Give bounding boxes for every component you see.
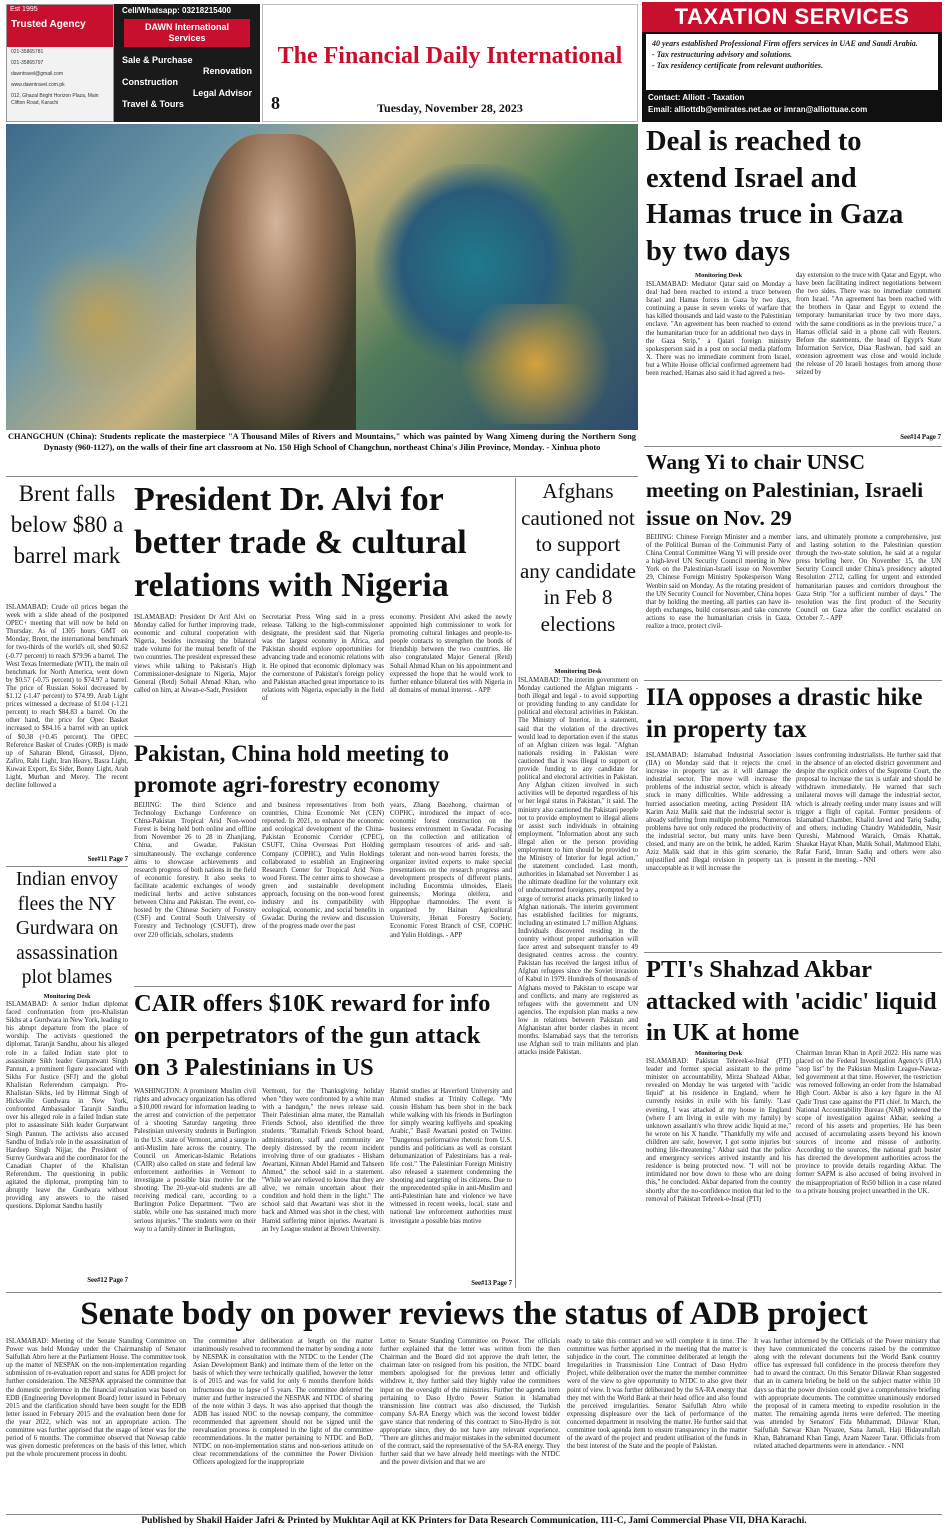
main-photo: [6, 124, 638, 430]
headline-sikh: Indian envoy flees the NY Gurdwara on assassination plot blames: [15, 869, 119, 988]
tax-line: - Tax restructuring advisory and solutions.: [652, 50, 793, 59]
headline-senate: Senate body on power reviews the status of ADB project: [80, 1296, 868, 1332]
continuation-gaza: See#14 Page 7: [900, 434, 941, 441]
byline: Monitoring Desk: [43, 993, 91, 1000]
ad-taxation-services: [642, 2, 942, 122]
article-text: Hamid studies at Haverford University and Ahmed studies at Trinity College. "My cousin Hisham has been shot in the back while walking with his friends in Burlington for simply wearing kuffiyehs and speaking Arabic," Basil Awartani posted on Twitter. "Dangerous performative rhetoric from U.S. pundits and politicians as well as constant dehumanization of Palestinians has a real-life cost." The Palestinian Foreign Ministry also released a statement condemning the shooting and targeting of its citizens. Due to the unprecedented spike in anti-Muslim and anti-Palestinian hate and violence we have witnessed in recent weeks, local, state and national law enforcement authorities must investigate a possible bias motive: [390, 1088, 512, 1225]
article-alvi-col2: [262, 614, 384, 732]
headline-afghans: Afghans cautioned not to support any candidate in Feb 8 elections: [519, 479, 637, 636]
article-sikh: [6, 1001, 128, 1276]
article-text: Vermont, for the Thanksgiving holiday when "they were confronted by a white man with a handgun," the news release said. Their Palestinian alma mater, the Ramallah Friends School, also identified the three students. "Ramallah Friends School board, administration, staff and community are deeply distressed by the recent incident involving three of our graduates - Hisham Awartani, Kinnan Abdel Hamid and Tahseen Ahmed," the school said in a statement. "While we are relieved to know that they are alive, we remain uncertain about their condition and hold them in the light." The school said that Awartani was shot in the back and Ahmed was shot in the chest, with Hamid suffering minor injuries. Awartani is an Ivy League student at Brown University.: [262, 1088, 384, 1233]
headline-iia: IIA opposes a drastic hike in property tax: [646, 684, 923, 743]
agency-line: 021-35865781: [11, 49, 44, 55]
dawn-service: Travel & Tours: [122, 99, 184, 109]
article-senate-col3: [380, 1338, 560, 1512]
article-text: Chairman Imran Khan in April 2022. His name was placed on the Federal Investigation Agency's (FIA) "stop list" by the Pakistan Muslim League-Nawaz-led government at that time. However, the restriction was removed following an order from the Islamabad High Court. Akbar is also a key figure in the Al Qadir Trust case against the PTI chief. In March, the National Accountability Bureau (NAB) widened the scope of investigation against Akbar, seeking a record of his assets and properties. He has been accused of accumulating assets beyond his known sources of income and misuse of authority. According to the sources, the national graft buster has directed the development authorities across the province to provide details regarding Akbar. The former SAPM is also accused of being involved in the misappropriation of Rs50 billion in a case related to a private housing project unearthed in the UK.: [796, 1050, 941, 1195]
article-text: WASHINGTON: A prominent Muslim civil rights and advocacy organization has offered a $10,000 reward for information leading to the arrest and conviction of the perpetrator of a shooting Saturday targeting three Palestinian university students in Burlington in the U.S. state of Vermont, amid a surge in anti-Muslim hate across the country. The Council on American-Islamic Relations (CAIR) also called on state and federal law enforcement authorities in Vermont to investigate a possible bias motive for the shooting. The 20-year-old students are all receiving medical care, according to a Burlington Police Department. "Two are stable, while one has sustained much more serious injuries." The students were on their way to a family dinner in Burlington,: [134, 1088, 256, 1233]
photo-caption: CHANGCHUN (China): Students replicate the masterpiece "A Thousand Miles of Rivers and Mountains," which was painted by Wang Ximeng during the Northern Song Dynasty (960-1127), on the walls of their fine art classroom at No. 150 High School of Changchun, northeast China's Jilin Province, Monday. - Xinhua photo: [8, 432, 636, 452]
article-iia-col1: [646, 752, 791, 948]
article-iia-col2: [796, 752, 941, 948]
headline-alvi: President Dr. Alvi for better trade & cultural relations with Nigeria: [134, 481, 467, 604]
masthead: [262, 4, 638, 122]
article-text: issues confronting industrialists. He further said that in the absence of an elected district government and despite the explicit orders of the Supreme Court, the proposal to increase the tax is unfair and should be withdrawn immediately. He warned that such unilateral moves will damage the industrial sector, which is already reeling under many issues and will trigger a flight of capital. Former presidents of Islamabad Chamber, Khalid Javed and Tariq Sadiq, and others, including Chaudry Wahiduddin, Nasir Qureshi, Mahmood Waraich, Omais Khattak, Shaukat Hayat Khan, Malik Sohail, Mahmood Elahi, Rafat Farid, Imran Sadiq and others were also present in the meeting. - NNI: [796, 752, 941, 865]
article-pti-col1: [646, 1058, 791, 1290]
article-text: ISLAMABAD: Crude oil prices began the week with a slide ahead of the postponed OPEC+ meeting that will now be held on Thursday. As of 1305 hours GMT on Monday, Brent, the international benchmark for two-thirds of the world's oil, shed $0.62 (-0.77 percent) to reach $79.96 a barrel. The West Texas Intermediate (WTI), the main oil benchmark for North America, went down by $0.57 (-0.75 percent) to $74.97 a barrel. The price of Russian Sokol decreased by $1.12 (-1.47 percent) to $74.99. Arab Light prices witnessed a decrease of $1.04 (-1.21 percent) to reach $84.83 a barrel. On the other hand, the price for Opec Basket increased to $84.16 a barrel with an uptick of $0.38 (+0.45 percent). The OPEC Reference Basket of Crudes (ORB) is made up of Saharan Blend, Girassol, Djeno, Zafiro, Rabi Light, Iran Heavy, Basra Light, Kuwait Export, Es Sider, Bonny Light, Arab Light, Murban and Merey. The recent decline followed a: [6, 604, 128, 790]
article-cair-col3: [390, 1088, 512, 1280]
dawn-service: Renovation: [202, 66, 252, 76]
tax-contact: Contact: Alliott - Taxation: [648, 93, 745, 102]
article-senate-col1: [6, 1338, 186, 1512]
headline-gaza: Deal is reached to extend Israel and Hamas truce in Gaza by two days: [646, 126, 904, 267]
agency-line: www.dawntravel.com.pk: [11, 82, 65, 88]
article-text: economy. President Alvi asked the newly appointed high commissioner to work for promoting cultural linkages and people-to-people contacts to strengthen the bonds of friendship between the two countries. He also congratulated Major General (Retd) Sohail Ahmad Khan on his appointment and expressed the hope that he would work to further enhance bilateral ties with Nigeria in all domains of mutual interest. - APP: [390, 614, 512, 694]
article-text: BEIJING: Chinese Foreign Minister and a member of the Political Bureau of the Communist Party of China Central Committee Wang Yi will preside over a high-level UN Security Council meeting in New York on the Palestinian-Israeli issue on November 29, Chinese Foreign Ministry Spokesperson Wang Wenbin said on Monday. As the rotating president of the UN Security Council for November, China hopes that by holding the meeting, all parties can have in-depth exchanges, build consensus and take concrete actions to ease the humanitarian crisis in Gaza, realize a truce, protect civil-: [646, 534, 791, 631]
dawn-service: Sale & Purchase: [122, 55, 193, 65]
agency-line: 012, Ghazal Bright Horizon Plaza, Main Clifton Road, Karachi: [11, 93, 99, 106]
headline-pti: PTI's Shahzad Akbar attacked with 'acidic' liquid in UK at home: [646, 956, 937, 1046]
article-text: Letter to Senate Standing Committee on Power. The officials further explained that the letter was written from the then Chairman and the Board did not approve the draft letter, the chairman later on resigned from his position, the NTDC board members apologised for the previous letter and officially withdrew it, they further said they highly value the committees input on the oversight of the ministries. Further the agenda item pertaining to Daso Hydro Power Station in Islamabad transmission line contract was also discussed, the Turkish company SA-RA Energy which was the second lowest bidder gave stance that rendering of this contract to Sino-Hydro is not appropriate since, they do not have any relevant experience. "There are glitches and major mistakes in the submitted document of the contract, said the representative of the SA-RA energy. They further said that we have already held meetings with the NTDC and the power division and that we are: [380, 1338, 560, 1467]
dawn-service: Legal Advisor: [192, 88, 252, 98]
byline: Monitoring Desk: [554, 668, 602, 675]
article-text: ISLAMABAD: The interim government on Monday cautioned the Afghan migrants - both illegal and legal - to avoid supporting or providing funding to any candidate for political and electoral activities in Pakistan. The Ministry of Interior, in a statement, said that the violation of the directives would lead to deportation even if the status of an Afghan citizen was legal. "Afghan nationals residing in Pakistan were cautioned that it was illegal to support or provide funding to any candidate for political and electoral activities in Pakistan. Any Afghan citizen involved in such activities will be deported regardless of his or her legal status in Pakistan," it said. The ministry also cautioned the Pakistani people not to provide employment to illegal aliens or assist such individuals in obtaining employment. "Information about any such illegal alien or the person providing employment to him should be provided to the Ministry of Interior for legal action," the statement concluded. Last month, authorities in Islamabad set November 1 as the ultimate deadline for the voluntary exit of undocumented foreigners, prompted by a surge of terrorist attacks primarily linked to Afghan nationals. The interim government has established facilities for migrants, including an estimated 1.7 million Afghans. Individuals discovered residing in the country without proper authorisation will face arrest and subsequent transfer to 49 designated centres across the country. Pakistan has received the largest influx of Afghan refugees since the Soviet invasion of Kabul in 1979. Hundreds of thousands of Afghans moved to Pakistan to escape war and conflicts, and many are registered as refugees with the government and UN agencies. The expulsion plan marks a new low in relations between Pakistan and Afghanistan after border clashes in recent months. Islamabad says that the terrorists use Afghan soil to train militants and plan attacks inside Pakistan.: [518, 677, 638, 1057]
article-text: It was further informed by the Officials of the Power ministry that they have communicated the concerns raised by the committee along with the relevant documents but the World Bank country office has expressed full confidence in the process therefore they had to award the contract. On this Senator Dilawar Khan suggested that an in camera briefing be held on the subject matter within 10 days so that the power division could give a comprehensive briefing with appropriate documents. The committee unanimously endorsed the proposal of in camera meeting to expedite resolution in the matter. The remaining agenda items were deferred. The meeting was attended by Senators' Fida Muhammad, Dilawar Khan, Saifullah Sarwar Khan Nyazee, Sana Jamali, Haji Hidayatullah Khan, Bahramand Khan Tangi, Azam Nazeer Tarar. Officials from related attached departments were in attendance. - NNI: [754, 1338, 940, 1451]
article-text: BEIJING: The third Science and Technology Exchange Conference on China-Pakistan Tropical Arid Non-wood Forest is being held both online and offline from November 26 to 28 in Zhanjiang, China, and Gwadar, Pakistan simultaneously. The exchange conference aims to showcase achievements and research progress of both nations in the field of economic forestry. It also seeks to facilitate academic exchanges of woody medicinal herbs and active substances between China and Pakistan. The event, co-hosted by the Chinese Society of Forestry (CSF) and Central South University of Forestry and Technology (CSUFT), drew over 220 officials, scholars, students: [134, 802, 256, 939]
tax-title: TAXATION SERVICES: [642, 2, 942, 32]
article-text: ISLAMABAD: A senior Indian diplomat faced confrontation from pro-Khalistan Sikhs at a Gurdwara in New York, leading to his abrupt departure from the place of worship. The activists questioned the diplomat, Taranjit Sandhu, about his alleged role in a failed Indian state plot to assassinate Sikh leader Gurpatwant Singh Pannun, a prominent figure associated with Sikhs For Justice (SFJ) and the global Khalistan Referendum campaign. Pro-Khalistan Sikhs, led by Himmat Singh of Hicksville Gurdwara in New York, confronted Ambassador Taranjit Sandhu over his alleged role in a failed Indian state plot to assassinate Sikh leader Gurpatwant Singh Pannun. The activists also accused Sandhu of India's role in the assassination of Hardeep Singh Nijjar, the President of Surrey Gurdwara and the coordinator for the Canadian Chapter of the Khalistan Referendum. The questioning in public agitated the diplomat, prompting him to abruptly leave the Gurdwara without providing any answers to the raised questions. Diplomat Sandhu hastily: [6, 1001, 128, 1211]
article-text: The committee after deliberation at length on the matter unanimously resolved to recommend the matter by sending a note by NESPAK in consultation with the NTDC to the Lender (The Asian Development Bank) and intimate them of the letter on the basis of which they were technically qualified, however the letter is of 2015 and was for valid for only 6 months therefore holds infructuous due to lapse of 5 years. The committee deferred the matter and further instructed the NESPAK and NTDC of sharing of the note within 3 days. It was also apprised that though the ADB has issued NOC to the nowsap company, the committee recommended that agreement should not be signed until the reevaluation process is completed in the light of the committee recommendations. In the matter pertaining to NTDC and BoD, NTDC on non-implementation status and non-serious attitude on clear recommendations of the committee the Power Division Officers apologized for the inappropriate: [193, 1338, 373, 1467]
article-agri-col2: [262, 802, 384, 982]
headline-brent: Brent falls below $80 a barrel mark: [10, 481, 124, 568]
tax-email: Email: alliottdb@emirates.net.ae or imran@alliottuae.com: [648, 105, 868, 114]
article-text: ISLAMABAD: Meeting of the Senate Standing Committee on Power was held Monday under the Chairmanship of Senator Saifullah Abro here at the Parliament House. The committee took up the matter of NESPAK on the non-implementation regarding submission of re-evaluation report and status for ADB project for further consideration. The NESPAK appraised the committee that the domestic preference in the financial evaluation was based on EDB (Engineering Development Board) letter issued in February 2015 and the clarification should have been sought for the EDB letter issued in February 2015 and the evaluation been done for the year 2022, which was not an appropriate action. The committee was further apprised that the usage of letter was for the period of 6 months. The committee observed that Nowsap cable was given domestic preferences on the basis of this letter, which put the whole procurement process in doubt.: [6, 1338, 186, 1459]
continuation-sikh: See#12 Page 7: [87, 1277, 128, 1284]
issue-date: Tuesday, November 28, 2023: [377, 101, 523, 115]
tax-line: 40 years established Professional Firm offers services in UAE and Saudi Arabia.: [652, 39, 918, 48]
dawn-box: DAWN International Services: [124, 19, 250, 47]
article-wangyi-col1: [646, 534, 791, 676]
photo-student: [196, 134, 356, 430]
article-agri-col1: [134, 802, 256, 982]
dawn-phone: Cell/Whatsapp: 03218215400: [122, 6, 231, 15]
article-text: day extension to the truce with Qatar and Egypt, who have been facilitating indirect negotiations between the two sides. There was no immediate comment from Israel. "An agreement has been reached with the brothers in Qatar and Egypt to extend the temporary humanitarian truce by two more days, with the same conditions as in the previous truce," a Hamas official said in a phone call with Reuters. Before the statements, the head of Egypt's State Information Service, Diaa Rashwan, had said an extension agreement was close and would include the release of 20 Israeli hostages from among those seized by: [796, 272, 941, 377]
article-text: ISLAMABAD: President Dr Arif Alvi on Monday called for further improving trade, economic and cultural cooperation with Nigeria, besides increasing the bilateral trade volume for the mutual benefit of the two countries. The president expressed these views while talking to Pakistan's High Commissioner-designate to Nigeria, Major General (Retd) Sohail Ahmad Khan, who called on him, at Aiwan-e-Sadr, President: [134, 614, 256, 694]
byline: Monitoring Desk: [694, 1050, 743, 1057]
byline: Monitoring Desk: [694, 272, 743, 279]
tax-line: - Tax residency certificate from relevant authorities.: [652, 61, 824, 70]
page-number: 8: [271, 93, 280, 113]
article-pti-col2: [796, 1050, 941, 1290]
article-senate-col4: [567, 1338, 747, 1512]
agency-line: dawntravel@gmail.com: [11, 71, 64, 77]
article-gaza-col1: [646, 281, 791, 433]
article-cair-col2: [262, 1088, 384, 1288]
article-text: years, Zhang Baozhong, chairman of COPHC, introduced the impact of eco-economic forest construction on the business environment in Gwadar. Focusing on the collection and utilization of germplasm resources of arid- and salt-tolerant and non-wood barren forests, the organizer invited experts to make special presentations on the research progress and development prospects of different plants, including Eucommia ulmoides, Elaeis guineensis, Moringa oleifera, and Hippophae rhamnoides. The event is organized by Hainan Agricultural University, Henan Forestry Society, Economic Forest Branch of CSF, COPHC and Yulin Holdings. - APP: [390, 802, 512, 939]
article-alvi-col3: [390, 614, 512, 732]
article-gaza-col2: [796, 272, 941, 433]
dawn-service: Construction: [122, 77, 178, 87]
tax-body: [646, 34, 938, 90]
article-senate-col5: [754, 1338, 940, 1512]
article-senate-col2: [193, 1338, 373, 1512]
article-wangyi-col2: [796, 534, 941, 676]
article-text: ians, and ultimately promote a comprehensive, just and lasting solution to the Palestinian question through the two-state solution, he said at a regular press briefing here. On November 15, the UN Security Council under China's presidency adopted Resolution 2712, calling for urgent and extended humanitarian pauses and corridors throughout the Gaza Strip "for a sufficient number of days." The resolution was the first product of the Security Council on Gaza after the conflict escalated on October 7. - APP: [796, 534, 941, 622]
headline-agri: Pakistan, China hold meeting to promote agri-forestry economy: [134, 741, 450, 797]
continuation-cair: See#13 Page 7: [471, 1280, 512, 1287]
newspaper-title: The Financial Daily International: [277, 43, 623, 69]
article-cair-col1: [134, 1088, 256, 1288]
photo-painting: [446, 304, 626, 424]
article-alvi-col1: [134, 614, 256, 732]
article-afghans: [518, 677, 638, 1287]
ad-trusted-agency: [6, 4, 114, 122]
headline-wangyi: Wang Yi to chair UNSC meeting on Palestinian, Israeli issue on Nov. 29: [646, 450, 924, 530]
article-text: Secretariat Press Wing said in a press release. Talking to the high-commissioner designate, the president said that Nigeria was the largest economy in Africa, and Pakistan should explore opportunities for advancing trade and economic relations with it. He opined that economic diplomacy was the cornerstone of Pakistan's foreign policy and Pakistan attached great importance to its relations with Nigeria, especially in the field of: [262, 614, 384, 702]
article-text: ready to take this contract and we will complete it in time. The committee was further apprised in the meeting that the matter is subjudice in the court. The committee deliberated at length the Irregularities in Transmission Line Contract of Daso Hydro Project, while deliberation over the matter the member committee were of the view to give opportunity to NTDC to also give their point of view. It was further deliberated by the SA-RA energy that they met with the World Bank at their head office and also found the perceived irregularities. Senator Saifullah Abro while expressing displeasure over the lack of performance of the concerned department in resolving the matter. He further said that committee took agenda item to ensure transparency in the matter of the award of the project and prudent utilisation of the funds in the best interest of the State and the people of Pakistan.: [567, 1338, 747, 1451]
article-text: ISLAMABAD: Pakistan Tehreek-e-Insaf (PTI) leader and former special assistant to the prime minister on accountability, Mirza Shahzad Akbar, revealed on Monday he was targeted with "acidic liquid" at his residence in England, where he currently resides in exile with his family. "Last evening, I was attacked at my house in England (where I am living in exile with my family) by unknown assailant/s who threw acidic liquid at me," he wrote on his X handle. "Thankfully my wife and children are safe, however, I got some injuries but nothing life-threatening." Akbar said that the police and emergency services arrived instantly and his residence is being protected now. "I will not be intimidated nor bow down to those who are doing this," he concluded. Akbar departed from the country shortly after the no-confidence motion that led to the removal of Pakistan Tehreek-e-Insaf (PTI): [646, 1058, 791, 1203]
article-agri-col3: [390, 802, 512, 982]
article-text: and business representatives from both countries, China Economic Net (CEN) reported. In 2021, to enhance the economic and ecological development of the China-Pakistan Economic Corridor (CPEC), CSUFT, China Overseas Port Holding Company (COPHC), and Yulin Holdings collaborated to establish an Engineering Research Center for Tropical Arid Non-wood Forest. The center aims to showcase a green and sustainable development approach, focusing on the non-wood forest industry and its compatibility with ecological, economic, and social benefits in Gwadar. During the review and discussion of the progress made over the past: [262, 802, 384, 931]
agency-line: 021-35865797: [11, 60, 44, 66]
agency-tag: Est 1995: [10, 6, 38, 13]
article-text: ISLAMABAD: Islamabad Industrial Association (IIA) on Monday said that it rejects the cruel increase in property tax as it will damage the industrial sector. The move will increase the problems of the industrial sector, which is already stuck in many difficulties. While addressing a hurried association meeting, acting President IIA Karim Aziz Malik said that the industrial sector is already suffering from multiple problems. Numerous problems have not only reduced the productivity of the industrial sector, but many units have been closed, and many are on the brink, he added. Karim Aziz Malik said that in this grim scenario, the unjustified and illegal revision in property tax is unacceptable as it will increase the: [646, 752, 791, 873]
photo-painting: [26, 244, 176, 394]
agency-logo: [7, 5, 113, 47]
imprint-line: Published by Shakil Haider Jafri & Printed by Mukhtar Aqil at KK Printers for Data Research Communication, 111-C, Jami Commercial Phase VII, DHA Karachi.: [141, 1516, 807, 1526]
agency-name: Trusted Agency: [11, 19, 86, 30]
article-brent: [6, 604, 128, 856]
headline-cair: CAIR offers $10K reward for info on perpetrators of the gun attack on 3 Palestinians in US: [134, 990, 491, 1081]
ad-dawn-international: [114, 4, 260, 122]
article-text: ISLAMABAD: Mediator Qatar said on Monday a deal had been reached to extend a truce between Israel and Hamas forces in Gaza by two days, continuing a pause in seven weeks of warfare that has killed thousands and laid waste to the Palestinian enclave. "An agreement has been reached to extend the humanitarian truce for an additional two days in the Gaza Strip," a Qatari foreign ministry spokesperson said in a post on social media platform X. There was no immediate comment from Israel, but a White House official confirmed agreement had been reached. Hamas also said it had agreed a two-: [646, 281, 791, 378]
continuation-brent: See#11 Page 7: [87, 856, 128, 863]
